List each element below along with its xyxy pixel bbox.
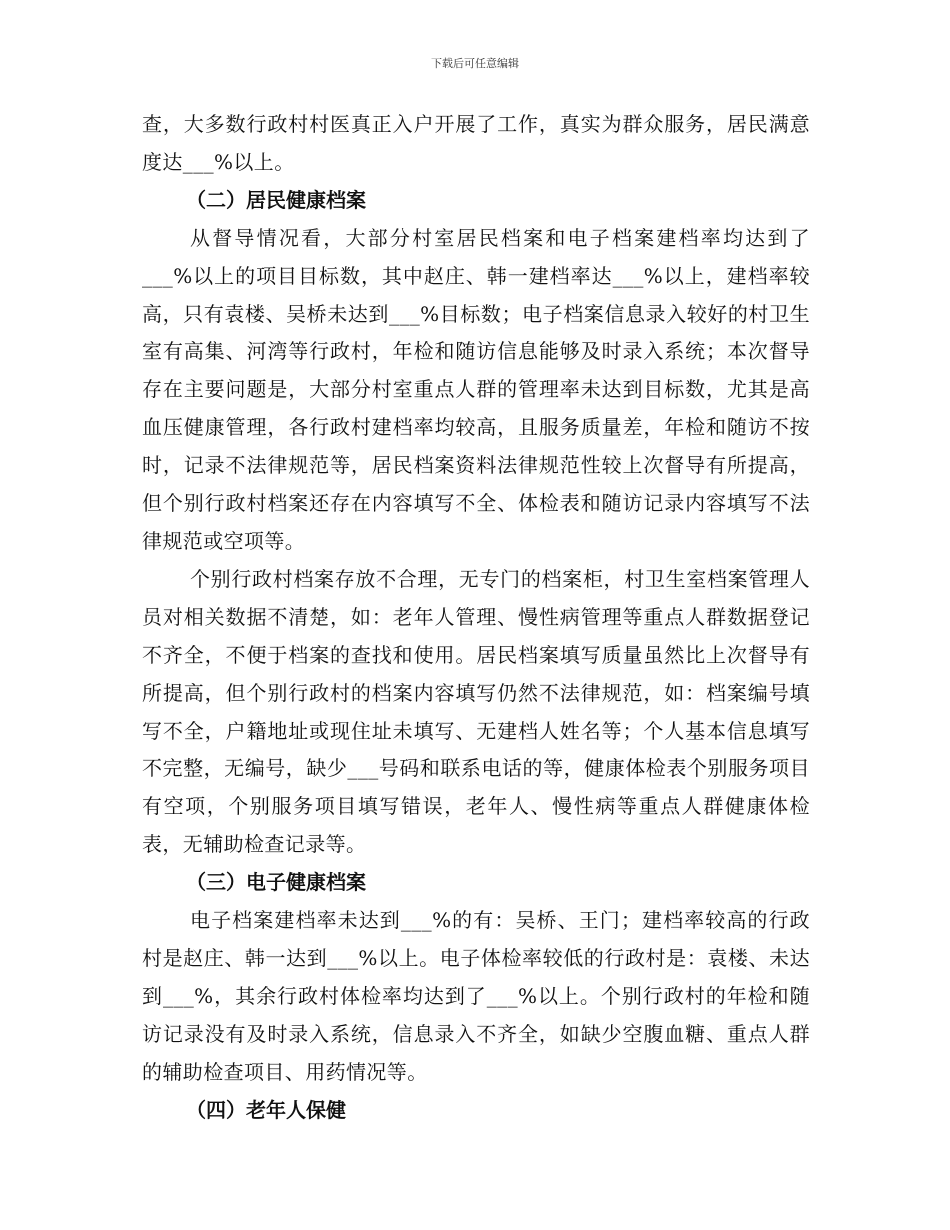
section-heading-elderly-care: （四）老年人保健 bbox=[186, 1097, 346, 1122]
paragraph-electronic-records: 电子档案建档率未达到___%的有：吴桥、王门；建档率较高的行政村是赵庄、韩一达到___%以上。电子体检率较低的行政村是：袁楼、未达到___%，其余行政村体检率均达到了___%以上。个别行政村的年检和随访记录没有及时录入系统，信息录入不齐全，如缺少空腹血糖、重点人群的辅助检查项目、用药情况等。 bbox=[142, 908, 810, 1084]
document-body bbox=[142, 106, 810, 1129]
section-heading-electronic-records: （三）电子健康档案 bbox=[186, 870, 366, 895]
paragraph-resident-records: 从督导情况看，大部分村室居民档案和电子档案建档率均达到了___%以上的项目目标数，其中赵庄、韩一建档率达___%以上，建档率较高，只有袁楼、吴桥未达到___%目标数；电子档案信息录入较好的村卫生室有高集、河湾等行政村，年检和随访信息能够及时录入系统；本次督导存在主要问题是，大部分村室重点人群的管理率未达到目标数，尤其是高血压健康管理，各行政村建档率均较高，且服务质量差，年检和随访不按时，记录不法律规范等，居民档案资料法律规范性较上次督导有所提高，但个别行政村档案还存在内容填写不全、体检表和随访记录内容填写不法律规范或空项等。 bbox=[142, 225, 810, 553]
paragraph-records-storage: 个别行政村档案存放不合理，无专门的档案柜，村卫生室档案管理人员对相关数据不清楚，如：老年人管理、慢性病管理等重点人群数据登记不齐全，不便于档案的查找和使用。居民档案填写质量虽然比上次督导有所提高，但个别行政村的档案内容填写仍然不法律规范，如：档案编号填写不全，户籍地址或现住址未填写、无建档人姓名等；个人基本信息填写不完整，无编号，缺少___号码和联系电话的等，健康体检表个别服务项目有空项，个别服务项目填写错误，老年人、慢性病等重点人群健康体检表，无辅助检查记录等。 bbox=[142, 566, 810, 857]
page-header: 下载后可任意编辑 bbox=[431, 57, 519, 70]
section-heading-resident-records: （二）居民健康档案 bbox=[186, 187, 366, 212]
paragraph-satisfaction: 查，大多数行政村村医真正入户开展了工作，真实为群众服务，居民满意度达___%以上。 bbox=[142, 112, 810, 174]
